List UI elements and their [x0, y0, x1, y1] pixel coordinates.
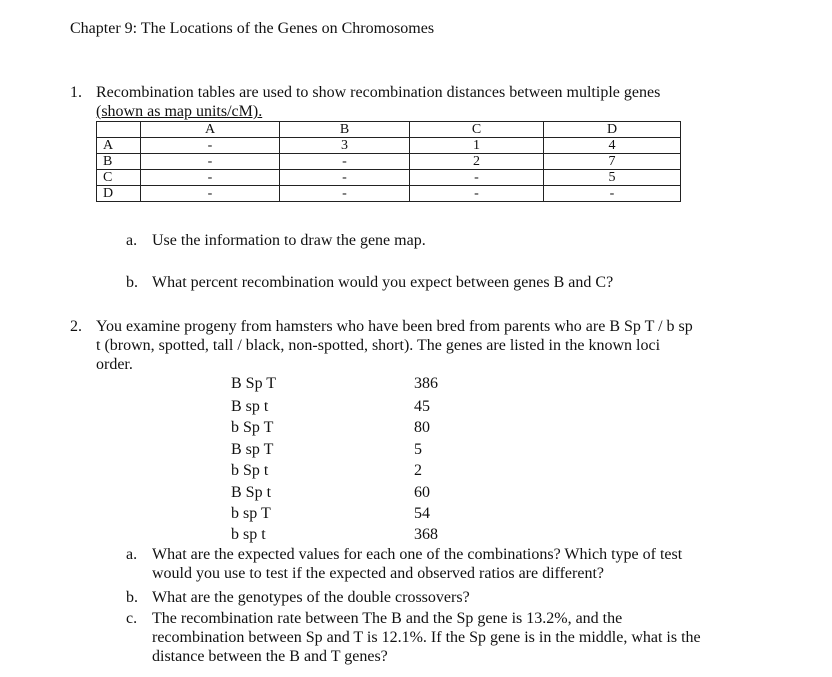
recombination-table — [96, 121, 681, 202]
progeny-count: 2 — [414, 462, 422, 479]
table-cell: 7 — [544, 154, 681, 170]
question-2c-line1: The recombination rate between The B and the Sp gene is 13.2%, and the — [152, 610, 623, 627]
progeny-genotype: B Sp t — [231, 484, 272, 501]
question-1-line2: (shown as map units/cM). — [96, 103, 263, 120]
table-row — [97, 170, 681, 186]
question-1a-label: a. — [126, 232, 138, 249]
question-1-number: 1. — [70, 84, 82, 101]
table-cell: - — [141, 186, 280, 202]
column-header-c: C — [410, 122, 544, 138]
progeny-genotype: B sp t — [231, 398, 269, 415]
progeny-count: 45 — [414, 398, 430, 415]
question-1-line1: Recombination tables are used to show recombination distances between multiple genes — [96, 84, 661, 101]
question-1a-text: Use the information to draw the gene map. — [152, 232, 426, 249]
table-row — [97, 138, 681, 154]
table-cell: - — [410, 170, 544, 186]
column-header-d: D — [544, 122, 681, 138]
progeny-count: 60 — [414, 484, 430, 501]
progeny-genotype: B Sp T — [231, 375, 277, 392]
table-cell: 2 — [410, 154, 544, 170]
progeny-count: 386 — [414, 375, 438, 392]
question-2c-line3: distance between the B and T genes? — [152, 648, 388, 665]
progeny-genotype: b Sp t — [231, 462, 269, 479]
table-cell: - — [141, 154, 280, 170]
column-header-b: B — [280, 122, 410, 138]
question-2c-label: c. — [126, 610, 138, 627]
table-cell: - — [280, 154, 410, 170]
table-cell: 5 — [544, 170, 681, 186]
question-2-line1: You examine progeny from hamsters who have been bred from parents who are B Sp T / b sp — [96, 318, 693, 335]
row-header-b: B — [97, 154, 141, 170]
question-1b-text: What percent recombination would you expect between genes B and C? — [152, 274, 614, 291]
question-2-line2: t (brown, spotted, tall / black, non-spotted, short). The genes are listed in the known loci — [96, 337, 661, 354]
table-cell: - — [141, 138, 280, 154]
question-2a-line2: would you use to test if the expected and observed ratios are different? — [152, 565, 604, 582]
question-1b-label: b. — [126, 274, 138, 291]
table-row — [97, 154, 681, 170]
progeny-count: 368 — [414, 526, 438, 543]
progeny-genotype: b Sp T — [231, 419, 274, 436]
progeny-count: 5 — [414, 441, 422, 458]
table-cell: 4 — [544, 138, 681, 154]
row-header-a: A — [97, 138, 141, 154]
question-2a-line1: What are the expected values for each one of the combinations? Which type of test — [152, 546, 683, 563]
table-corner-cell — [97, 122, 141, 138]
table-cell: 3 — [280, 138, 410, 154]
table-row — [97, 186, 681, 202]
table-cell: - — [280, 170, 410, 186]
table-cell: - — [544, 186, 681, 202]
question-2a-label: a. — [126, 546, 138, 563]
question-2b-label: b. — [126, 589, 138, 606]
column-header-a: A — [141, 122, 280, 138]
question-2c-line2: recombination between Sp and T is 12.1%. If the Sp gene is in the middle, what is the — [152, 629, 701, 646]
progeny-genotype: b sp T — [231, 505, 271, 522]
question-2-number: 2. — [70, 318, 82, 335]
table-cell: - — [410, 186, 544, 202]
question-2b-text: What are the genotypes of the double crossovers? — [152, 589, 470, 606]
table-cell: - — [141, 170, 280, 186]
row-header-d: D — [97, 186, 141, 202]
progeny-count: 54 — [414, 505, 430, 522]
table-cell: - — [280, 186, 410, 202]
row-header-c: C — [97, 170, 141, 186]
progeny-genotype: b sp t — [231, 526, 266, 543]
progeny-genotype: B sp T — [231, 441, 274, 458]
page-title: Chapter 9: The Locations of the Genes on Chromosomes — [70, 20, 435, 37]
progeny-count: 80 — [414, 419, 430, 436]
question-2-line3: order. — [96, 356, 133, 373]
table-cell: 1 — [410, 138, 544, 154]
table-header-row — [97, 122, 681, 138]
